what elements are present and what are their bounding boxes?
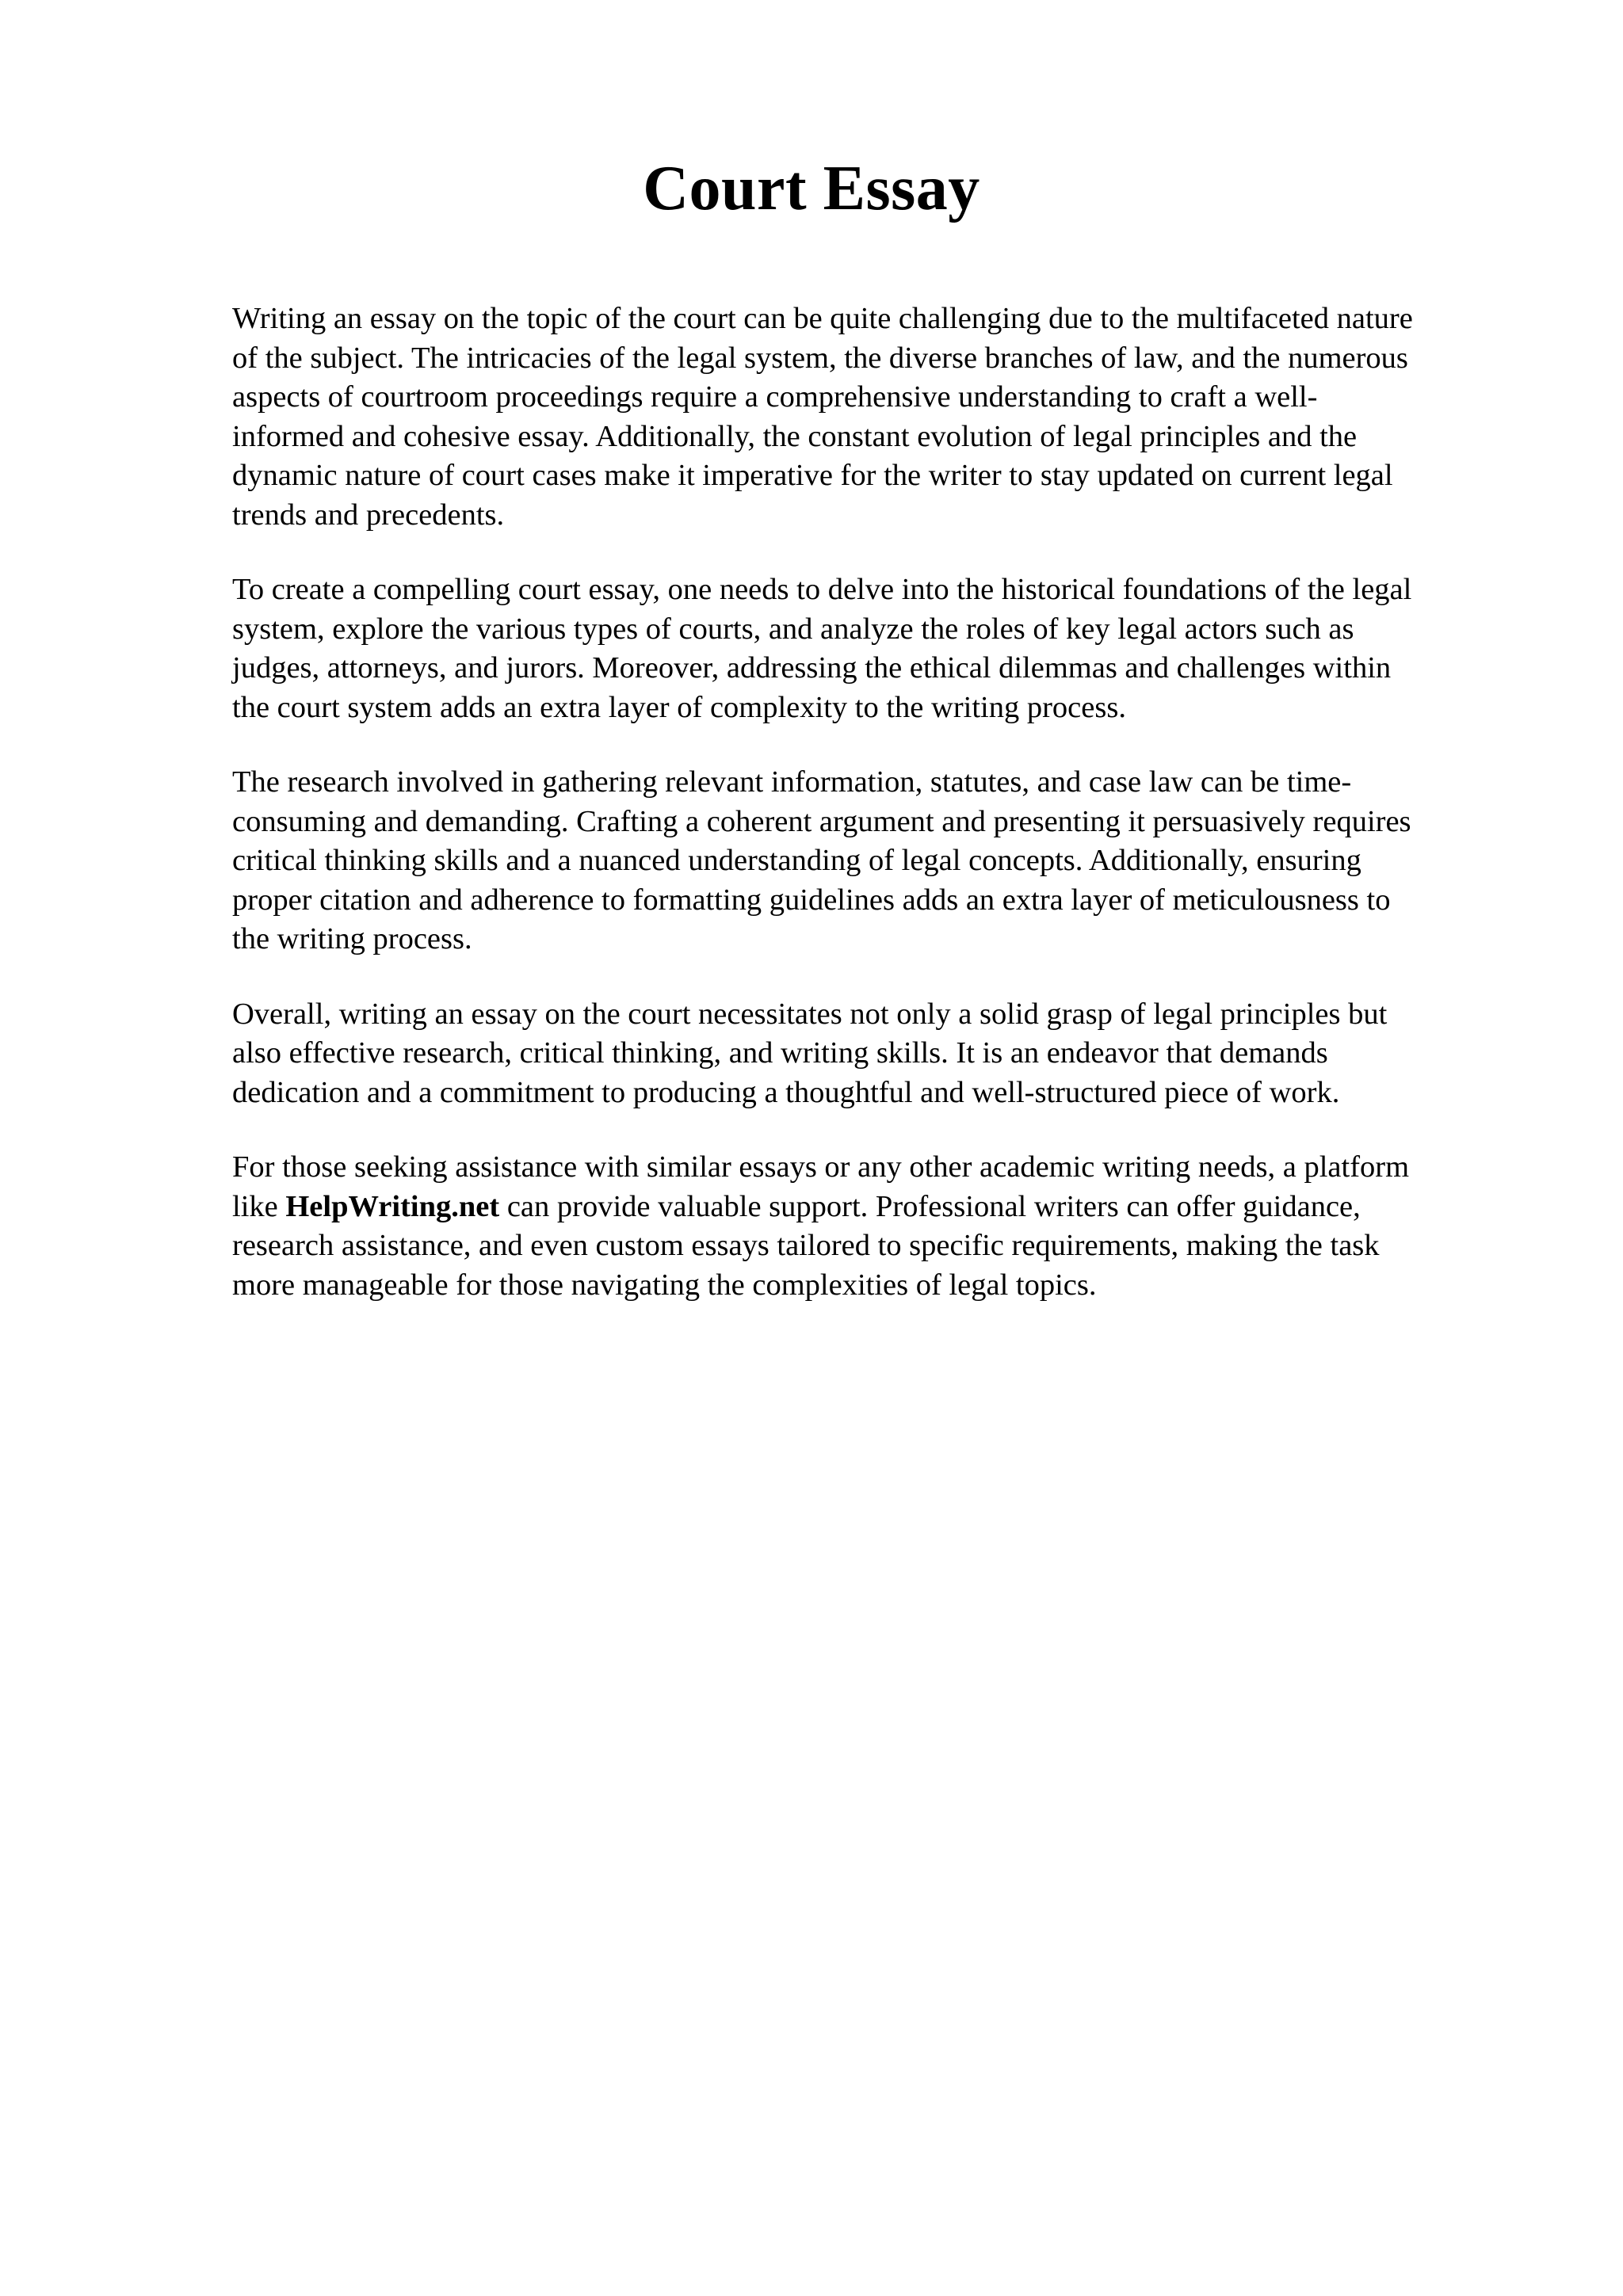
paragraph-overall bbox=[232, 995, 1524, 1113]
paragraph-line: proper citation and adherence to formatting guidelines adds an extra layer of meticulousness to bbox=[232, 883, 1391, 917]
paragraph-line: also effective research, critical thinking, and writing skills. It is an endeavor that demands bbox=[232, 1036, 1328, 1070]
paragraph-line: dynamic nature of court cases make it imperative for the writer to stay updated on current legal bbox=[232, 459, 1393, 492]
line-suffix: can provide valuable support. Professional writers can offer guidance, bbox=[506, 1189, 1361, 1223]
paragraph-line: aspects of courtroom proceedings require a comprehensive understanding to craft a well- bbox=[232, 380, 1318, 414]
paragraph-line: research assistance, and even custom essays tailored to specific requirements, making the task bbox=[232, 1229, 1380, 1262]
line-prefix: like bbox=[232, 1189, 278, 1223]
document-title: Court Essay bbox=[643, 154, 980, 223]
paragraph-line: To create a compelling court essay, one needs to delve into the historical foundations of the legal bbox=[232, 573, 1412, 606]
paragraph-line: the writing process. bbox=[232, 922, 472, 955]
paragraph-line: dedication and a commitment to producing a thoughtful and well-structured piece of work. bbox=[232, 1075, 1340, 1109]
paragraph-line: of the subject. The intricacies of the legal system, the diverse branches of law, and the numerous bbox=[232, 341, 1408, 375]
paragraph-line: critical thinking skills and a nuanced understanding of legal concepts. Additionally, ensuring bbox=[232, 844, 1361, 877]
paragraph-intro bbox=[232, 299, 1524, 535]
helpwriting-link[interactable]: HelpWriting.net bbox=[285, 1189, 500, 1223]
paragraph-line: the court system adds an extra layer of complexity to the writing process. bbox=[232, 690, 1126, 724]
paragraph-line-with-link bbox=[232, 1188, 1524, 1227]
paragraph-line: Writing an essay on the topic of the court can be quite challenging due to the multifaceted nature bbox=[232, 302, 1413, 335]
paragraph-structure bbox=[232, 570, 1524, 727]
paragraph-research bbox=[232, 763, 1524, 959]
paragraph-line: For those seeking assistance with similar essays or any other academic writing needs, a platform bbox=[232, 1150, 1410, 1184]
document-body bbox=[232, 299, 1524, 1341]
paragraph-line: Overall, writing an essay on the court necessitates not only a solid grasp of legal principles but bbox=[232, 997, 1388, 1031]
paragraph-line: consuming and demanding. Crafting a coherent argument and presenting it persuasively requires bbox=[232, 804, 1411, 838]
paragraph-line: informed and cohesive essay. Additionally, the constant evolution of legal principles and the bbox=[232, 419, 1358, 453]
paragraph-assistance bbox=[232, 1148, 1524, 1305]
paragraph-line: trends and precedents. bbox=[232, 498, 505, 532]
paragraph-line: judges, attorneys, and jurors. Moreover, addressing the ethical dilemmas and challenges within bbox=[232, 651, 1392, 685]
paragraph-line: The research involved in gathering relevant information, statutes, and case law can be time- bbox=[232, 765, 1352, 799]
paragraph-line: system, explore the various types of courts, and analyze the roles of key legal actors such as bbox=[232, 612, 1354, 646]
paragraph-line: more manageable for those navigating the complexities of legal topics. bbox=[232, 1268, 1097, 1302]
